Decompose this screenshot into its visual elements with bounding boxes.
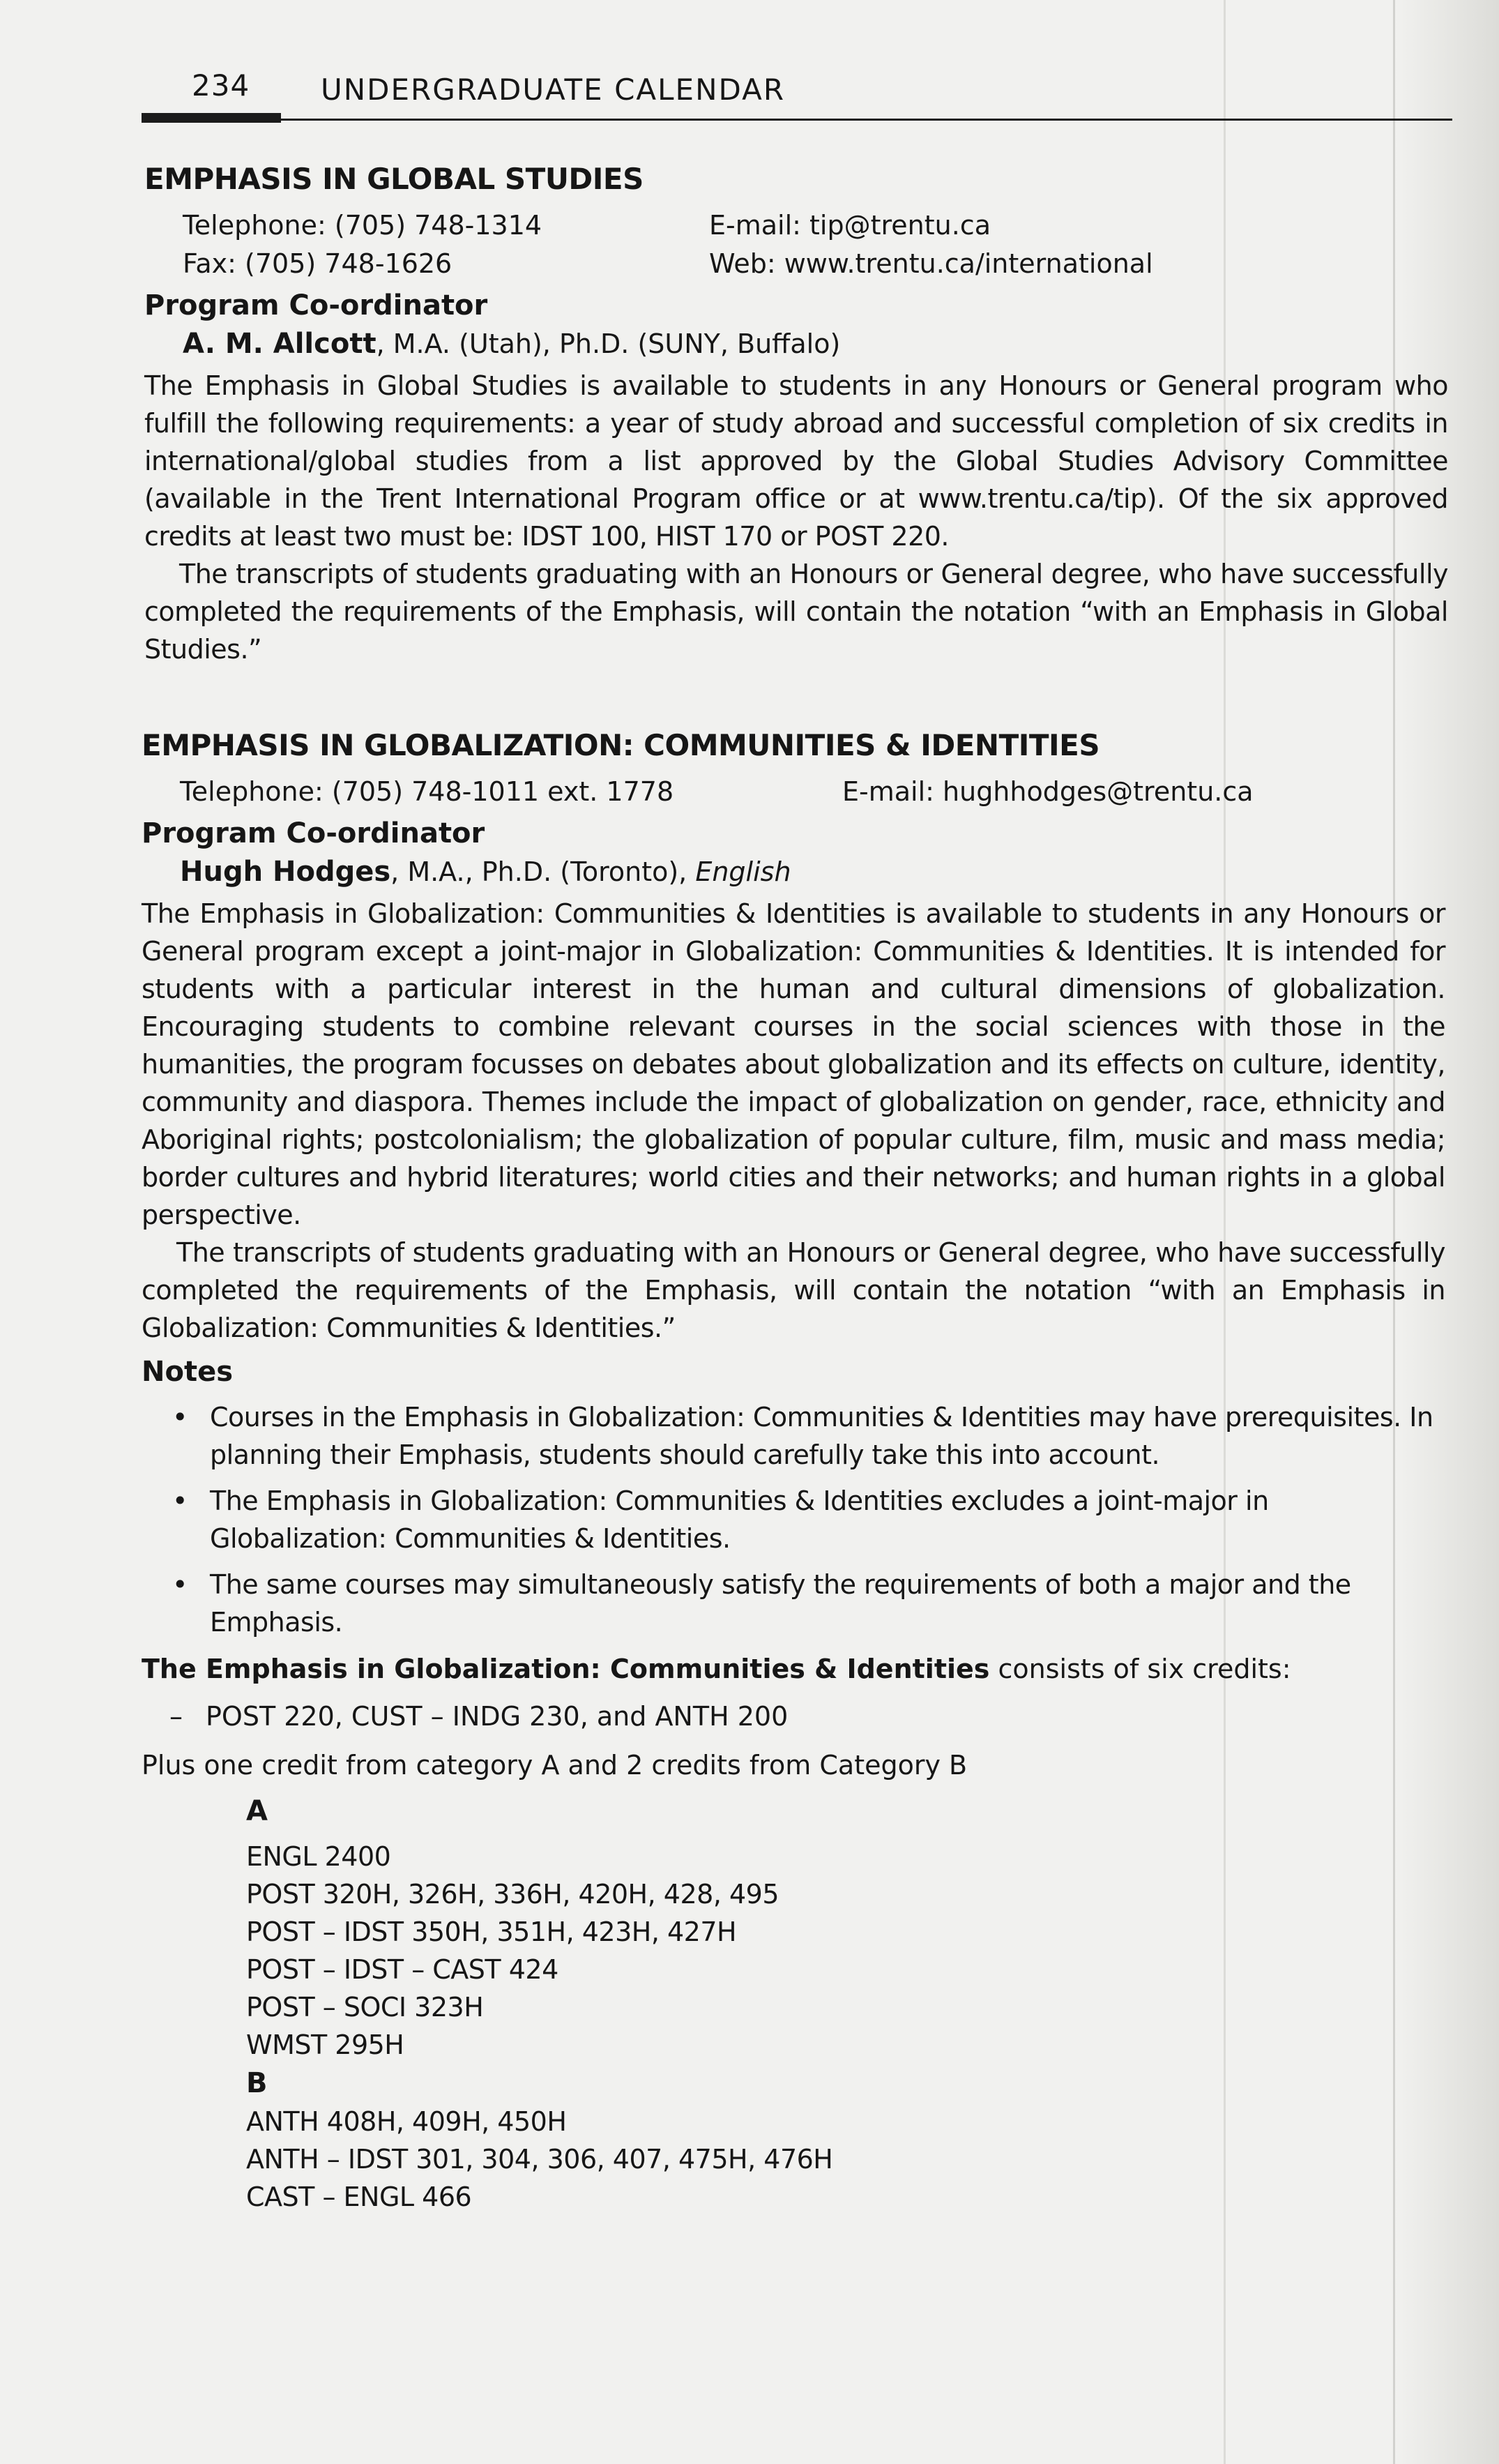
dash-marker: – (169, 1701, 183, 1732)
header-rule-thick (142, 113, 281, 123)
bullet-icon: • (172, 1486, 188, 1516)
list-item: POST – IDST – CAST 424 (246, 1954, 558, 1985)
calendar-page (136, 63, 1447, 2216)
transcript-paragraph: The transcripts of students graduating with an Honours or General degree, who have successfully completed the requirements of the Emphasis, will contain the notation “with an Emphasis in Globalization: Communities & Identities.” (142, 1237, 1445, 1343)
telephone: Telephone: (705) 748-1011 ext. 1778 (180, 776, 674, 807)
contact-row (144, 245, 1448, 283)
note-text: The same courses may simultaneously satisfy the requirements of both a major and the Emphasis. (210, 1569, 1351, 1638)
description-paragraph: The Emphasis in Global Studies is available to students in any Honours or General program who fulfill the following requirements: a year of study abroad and successful completion of six credits in international/global studies from a list approved by the Global Studies Advisory Committee (available in the Trent International Program office or at www.trentu.ca/tip). Of the six approved credits at least two must be: IDST 100, HIST 170 or POST 220. (144, 370, 1448, 552)
notes-label: Notes (142, 1356, 234, 1388)
list-item: CAST – ENGL 466 (246, 2182, 472, 2212)
list-item: POST – IDST 350H, 351H, 423H, 427H (246, 1917, 737, 1947)
contact-row (142, 773, 1445, 811)
requirements-intro (142, 1649, 1445, 1688)
list-item (171, 1482, 1445, 1557)
bullet-icon: • (172, 1402, 188, 1433)
list-item: POST 320H, 326H, 336H, 420H, 428, 495 (246, 1879, 779, 1910)
coordinator-department: English (695, 856, 791, 887)
coordinator-label: Program Co-ordinator (142, 817, 485, 849)
list-item: WMST 295H (246, 2030, 404, 2060)
header-rule (142, 119, 1452, 121)
coordinator (144, 325, 1448, 363)
required-courses-text: POST 220, CUST – INDG 230, and ANTH 200 (206, 1701, 789, 1732)
email: E-mail: hughhodges@trentu.ca (842, 776, 1254, 807)
fax: Fax: (705) 748-1626 (183, 248, 452, 279)
transcript-paragraph: The transcripts of students graduating with an Honours or General degree, who have successfully completed the requirements of the Emphasis, will contain the notation “with an Emphasis in Global Studies.” (144, 559, 1448, 665)
category-a (142, 1792, 1445, 2064)
list-item (171, 1566, 1445, 1641)
page-number: 234 (192, 68, 250, 103)
category-b (142, 2064, 1445, 2216)
section-heading: EMPHASIS IN GLOBALIZATION: COMMUNITIES & IDENTITIES (142, 728, 1100, 762)
list-item: ANTH – IDST 301, 304, 306, 407, 475H, 476H (246, 2144, 833, 2175)
category-label: A (246, 1795, 268, 1827)
requirements-intro-bold: The Emphasis in Globalization: Communities & Identities (142, 1654, 990, 1684)
contact-row (144, 206, 1448, 245)
coordinator-name: Hugh Hodges (180, 856, 391, 888)
note-text: The Emphasis in Globalization: Communities & Identities excludes a joint-major in Globalization: Communities & Identities. (210, 1486, 1269, 1554)
section-globalization (142, 725, 1445, 2216)
coordinator-label: Program Co-ordinator (144, 289, 488, 322)
list-item: ENGL 2400 (246, 1841, 391, 1872)
running-title: UNDERGRADUATE CALENDAR (321, 73, 786, 107)
coordinator-credentials: , M.A. (Utah), Ph.D. (SUNY, Buffalo) (376, 328, 841, 359)
list-item: POST – SOCI 323H (246, 1992, 484, 2023)
coordinator-credentials: , M.A., Ph.D. (Toronto), (390, 856, 696, 887)
running-head (136, 63, 1447, 123)
description-paragraph: The Emphasis in Globalization: Communities & Identities is available to students in any Honours or General program except a joint-major in Globalization: Communities & Identities. It is intended for students with a particular interest in the human and cultural dimensions of globalization. Encouraging students to combine relevant courses in the social sciences with those in the humanities, the program focusses on debates about globalization and its effects on culture, identity, community and diaspora. Themes include the impact of globalization on gender, race, ethnicity and Aboriginal rights; postcolonialism; the globalization of popular culture, film, music and mass media; border cultures and hybrid literatures; world cities and their networks; and human rights in a global perspective. (142, 898, 1445, 1230)
section-heading: EMPHASIS IN GLOBAL STUDIES (144, 162, 644, 196)
telephone: Telephone: (705) 748-1314 (183, 210, 542, 241)
list-item (171, 1398, 1445, 1474)
requirements-intro-rest: consists of six credits: (989, 1654, 1291, 1684)
bullet-icon: • (172, 1569, 188, 1600)
section-global-studies (144, 159, 1448, 668)
note-text: Courses in the Emphasis in Globalization: Communities & Identities may have prerequisites. In planning their Emphasis, students should carefully take this into account. (210, 1402, 1433, 1470)
category-instruction: Plus one credit from category A and 2 credits from Category B (142, 1750, 968, 1781)
category-label: B (246, 2067, 268, 2099)
list-item: ANTH 408H, 409H, 450H (246, 2106, 567, 2137)
notes-list (142, 1398, 1445, 1641)
web-address: Web: www.trentu.ca/international (709, 248, 1153, 279)
required-courses (142, 1697, 1445, 1736)
coordinator-name: A. M. Allcott (183, 328, 376, 360)
email: E-mail: tip@trentu.ca (709, 210, 991, 241)
coordinator (142, 853, 1445, 891)
